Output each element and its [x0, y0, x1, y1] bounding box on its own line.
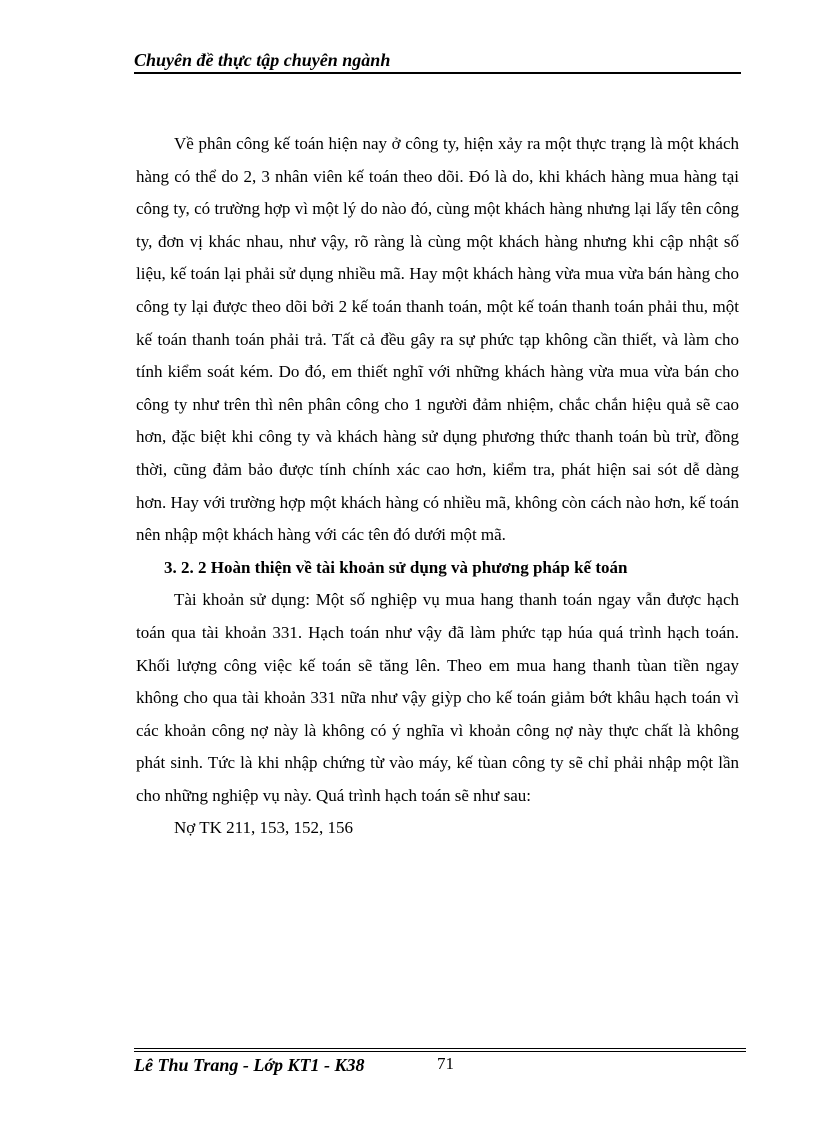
paragraph-1: Về phân công kế toán hiện nay ở công ty, hiện xảy ra một thực trạng là một khách hàng có thể do 2, 3 nhân viên kế toán theo dõi. Đó là do, khi khách hàng mua hàng tại công ty, có trường hợp vì một lý do nào đó, cùng một khách hàng nhưng lại lấy tên công ty, đơn vị khác nhau, như vậy, rõ ràng là cùng một khách hàng nhưng khi cập nhật số liệu, kế toán lại phải sử dụng nhiều mã. Hay một khách hàng vừa mua vừa bán hàng cho công ty lại được theo dõi bởi 2 kế toán thanh toán, một kế toán thanh toán phải thu, một kế toán thanh toán phải trả. Tất cả đều gây ra sự phức tạp không cần thiết, và làm cho tính kiểm soát kém. Do đó, em thiết nghĩ với những khách hàng vừa mua vừa bán cho công ty như trên thì nên phân công cho 1 người đảm nhiệm, chắc chắn hiệu quả sẽ cao hơn, đặc biệt khi công ty và khách hàng sử dụng phương thức thanh toán bù trừ, đồng thời, cũng đảm bảo được tính chính xác cao hơn, kiểm tra, phát hiện sai sót dễ dàng hơn. Hay với trường hợp một khách hàng có nhiều mã, không còn cách nào hơn, kế toán nên nhập một khách hàng với các tên đó dưới một mã.	[136, 134, 739, 545]
page-number: 71	[437, 1054, 454, 1073]
footer-author: Lê Thu Trang - Lớp KT1 - K38	[134, 1055, 365, 1075]
header-rule	[134, 72, 741, 74]
body-text	[136, 128, 739, 845]
paragraph-2: Tài khoản sử dụng: Một số nghiệp vụ mua hang thanh toán ngay vẫn được hạch toán qua tài khoản 331. Hạch toán như vậy đã làm phức tạp húa quá trình hạch toán. Khối lượng công việc kế toán sẽ tăng lên. Theo em mua hang thanh tùan tiền ngay không cho qua tài khoản 331 nữa như vậy giỳp cho kế toán giảm bớt khâu hạch toán vì các khoản công nợ này là không có ý nghĩa vì khoản công nợ này thực chất là không phát sinh. Tức là khi nhập chứng từ vào máy, kế tùan công ty sẽ chỉ phải nhập một lần cho những nghiệp vụ này. Quá trình hạch toán sẽ như sau:	[136, 590, 739, 805]
header-title: Chuyên đề thực tập chuyên ngành	[134, 50, 391, 70]
entry-line: Nợ TK 211, 153, 152, 156	[174, 818, 353, 838]
footer-rule-bottom	[134, 1051, 746, 1052]
footer-rule-top	[134, 1048, 746, 1049]
section-heading: 3. 2. 2 Hoàn thiện về tài khoản sử dụng và phương pháp kế toán	[164, 557, 628, 577]
